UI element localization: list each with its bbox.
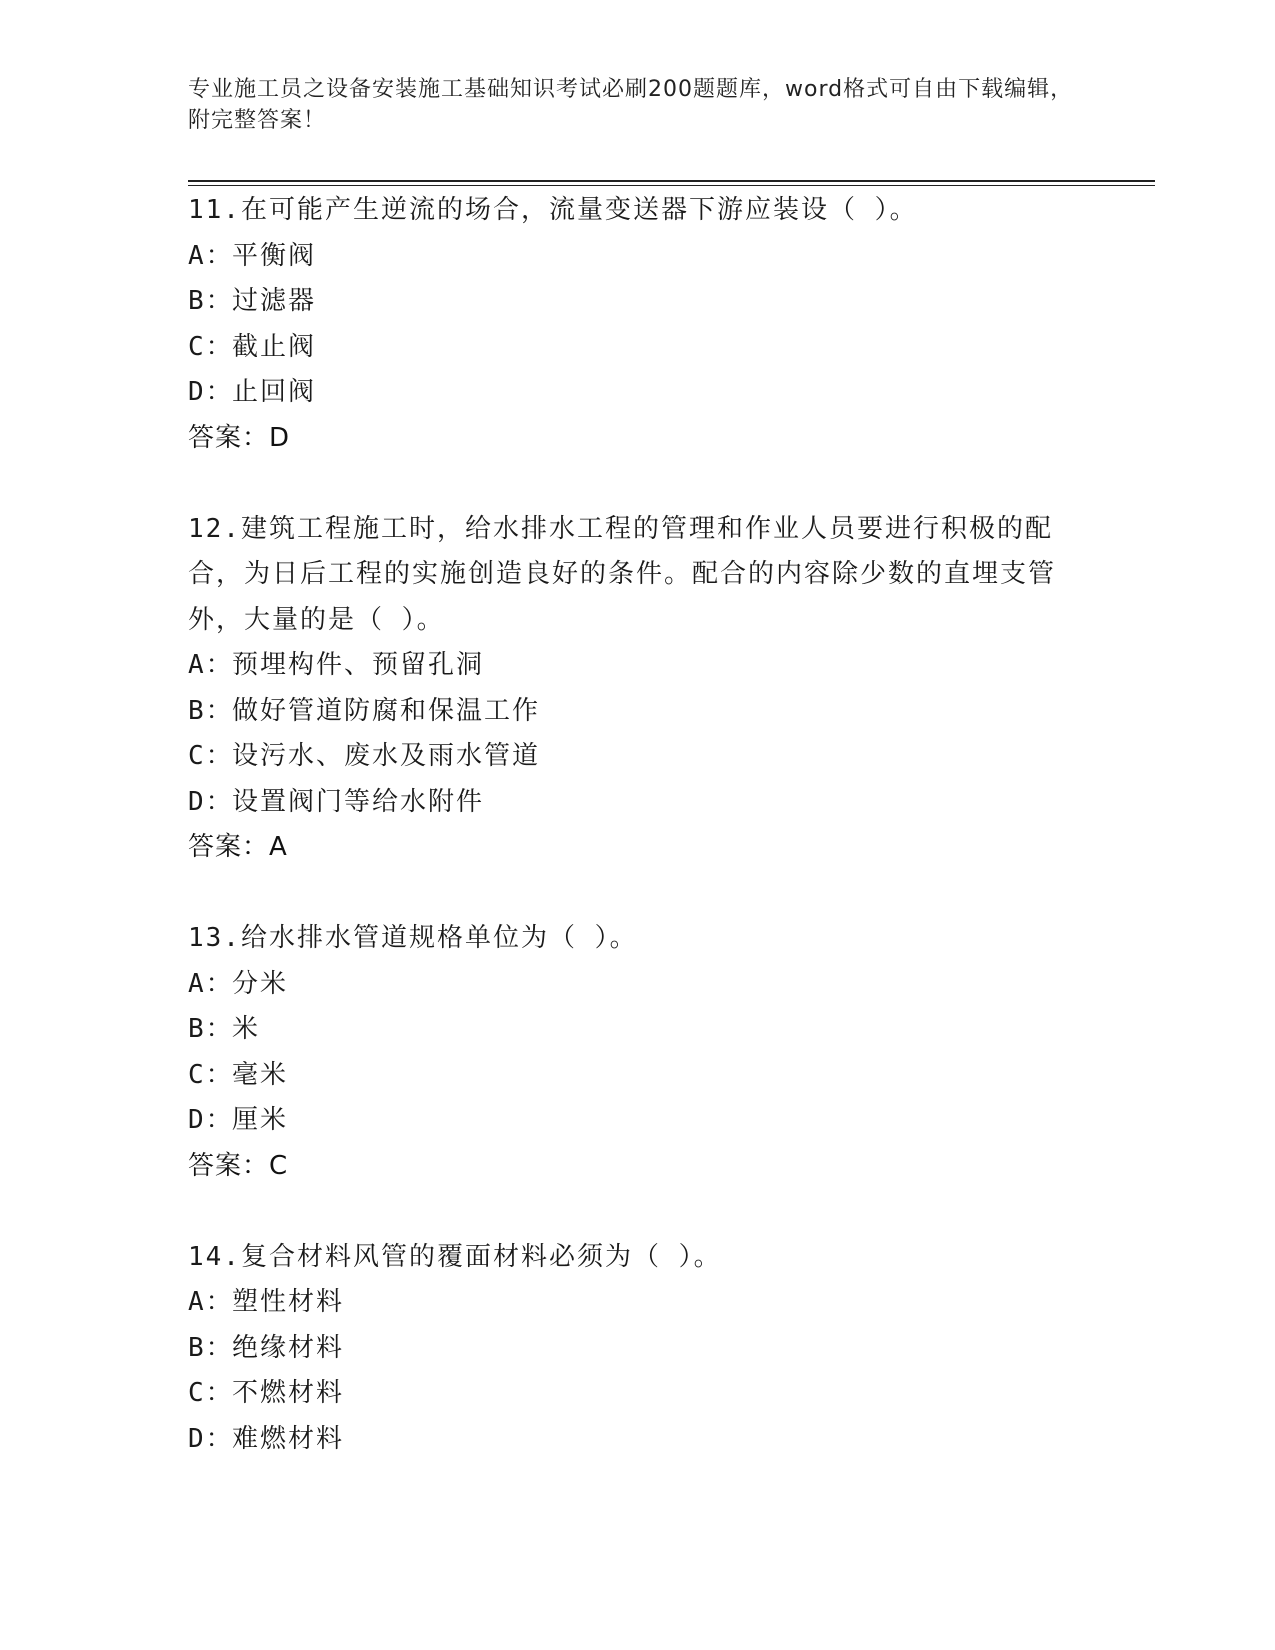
option-letter: B： [188,695,234,726]
option-text: 毫米 [232,1059,289,1090]
option-text: 做好管道防腐和保温工作 [232,695,541,726]
question-12 [188,507,1088,871]
option-text: 绝缘材料 [232,1332,345,1363]
option-b [188,279,1088,325]
option-letter: A： [188,1287,234,1317]
option-b [188,1007,1088,1053]
option-text: 截止阀 [232,331,317,362]
option-letter: A： [188,240,234,271]
option-letter: D： [188,1105,234,1135]
option-text: 过滤器 [232,286,317,316]
option-d [188,1417,1088,1463]
question-11 [188,188,1088,461]
question-stem: 13.给水排水管道规格单位为（ ）。 [188,923,638,953]
question-stem: 12.建筑工程施工时，给水排水工程的管理和作业人员要进行积极的配合，为日后工程的实施创造良好的条件。配合的内容除少数的直埋支管外，大量的是（ ）。 [188,513,1057,635]
option-b [188,1326,1088,1372]
question-13 [188,916,1088,1189]
header-divider-thick [188,180,1155,182]
option-d [188,370,1088,416]
option-letter: D： [188,1423,234,1454]
option-letter: C： [188,1378,234,1408]
option-text: 设污水、废水及雨水管道 [232,741,541,771]
question-stem: 14.复合材料风管的覆面材料必须为（ ）。 [188,1241,722,1272]
option-text: 不燃材料 [232,1378,345,1408]
option-a [188,962,1088,1008]
option-text: 难燃材料 [232,1423,345,1454]
option-letter: B： [188,286,234,316]
option-letter: C： [188,331,234,362]
answer: 答案：C [188,1150,289,1181]
option-letter: B： [188,1332,234,1363]
option-a [188,643,1088,689]
option-text: 厘米 [232,1105,289,1135]
spacer [188,871,1088,917]
option-letter: A： [188,650,234,680]
option-a [188,1280,1088,1326]
question-stem: 11.在可能产生逆流的场合，流量变送器下游应装设（ ）。 [188,195,918,225]
option-text: 米 [232,1014,261,1044]
option-text: 分米 [232,968,289,999]
option-text: 止回阀 [232,377,317,407]
document-header: 专业施工员之设备安装施工基础知识考试必刷200题题库，word格式可自由下载编辑，附完整答案！ [188,77,1074,133]
answer: 答案：D [188,422,291,453]
option-letter: C： [188,1059,234,1090]
option-d [188,1098,1088,1144]
option-text: 平衡阀 [232,240,317,271]
option-text: 设置阀门等给水附件 [232,786,485,817]
option-text: 预埋构件、预留孔洞 [232,650,485,680]
spacer [188,1189,1088,1235]
option-letter: C： [188,741,234,771]
option-c [188,1371,1088,1417]
option-letter: D： [188,786,234,817]
option-letter: A： [188,968,234,999]
option-letter: B： [188,1014,234,1044]
option-text: 塑性材料 [232,1287,345,1317]
question-list [188,188,1088,1462]
option-c [188,325,1088,371]
option-c [188,1053,1088,1099]
option-a [188,234,1088,280]
question-14 [188,1235,1088,1463]
option-letter: D： [188,377,234,407]
option-d [188,780,1088,826]
option-b [188,689,1088,735]
answer: 答案：A [188,832,288,862]
spacer [188,461,1088,507]
option-c [188,734,1088,780]
header-divider-thin [188,185,1155,186]
